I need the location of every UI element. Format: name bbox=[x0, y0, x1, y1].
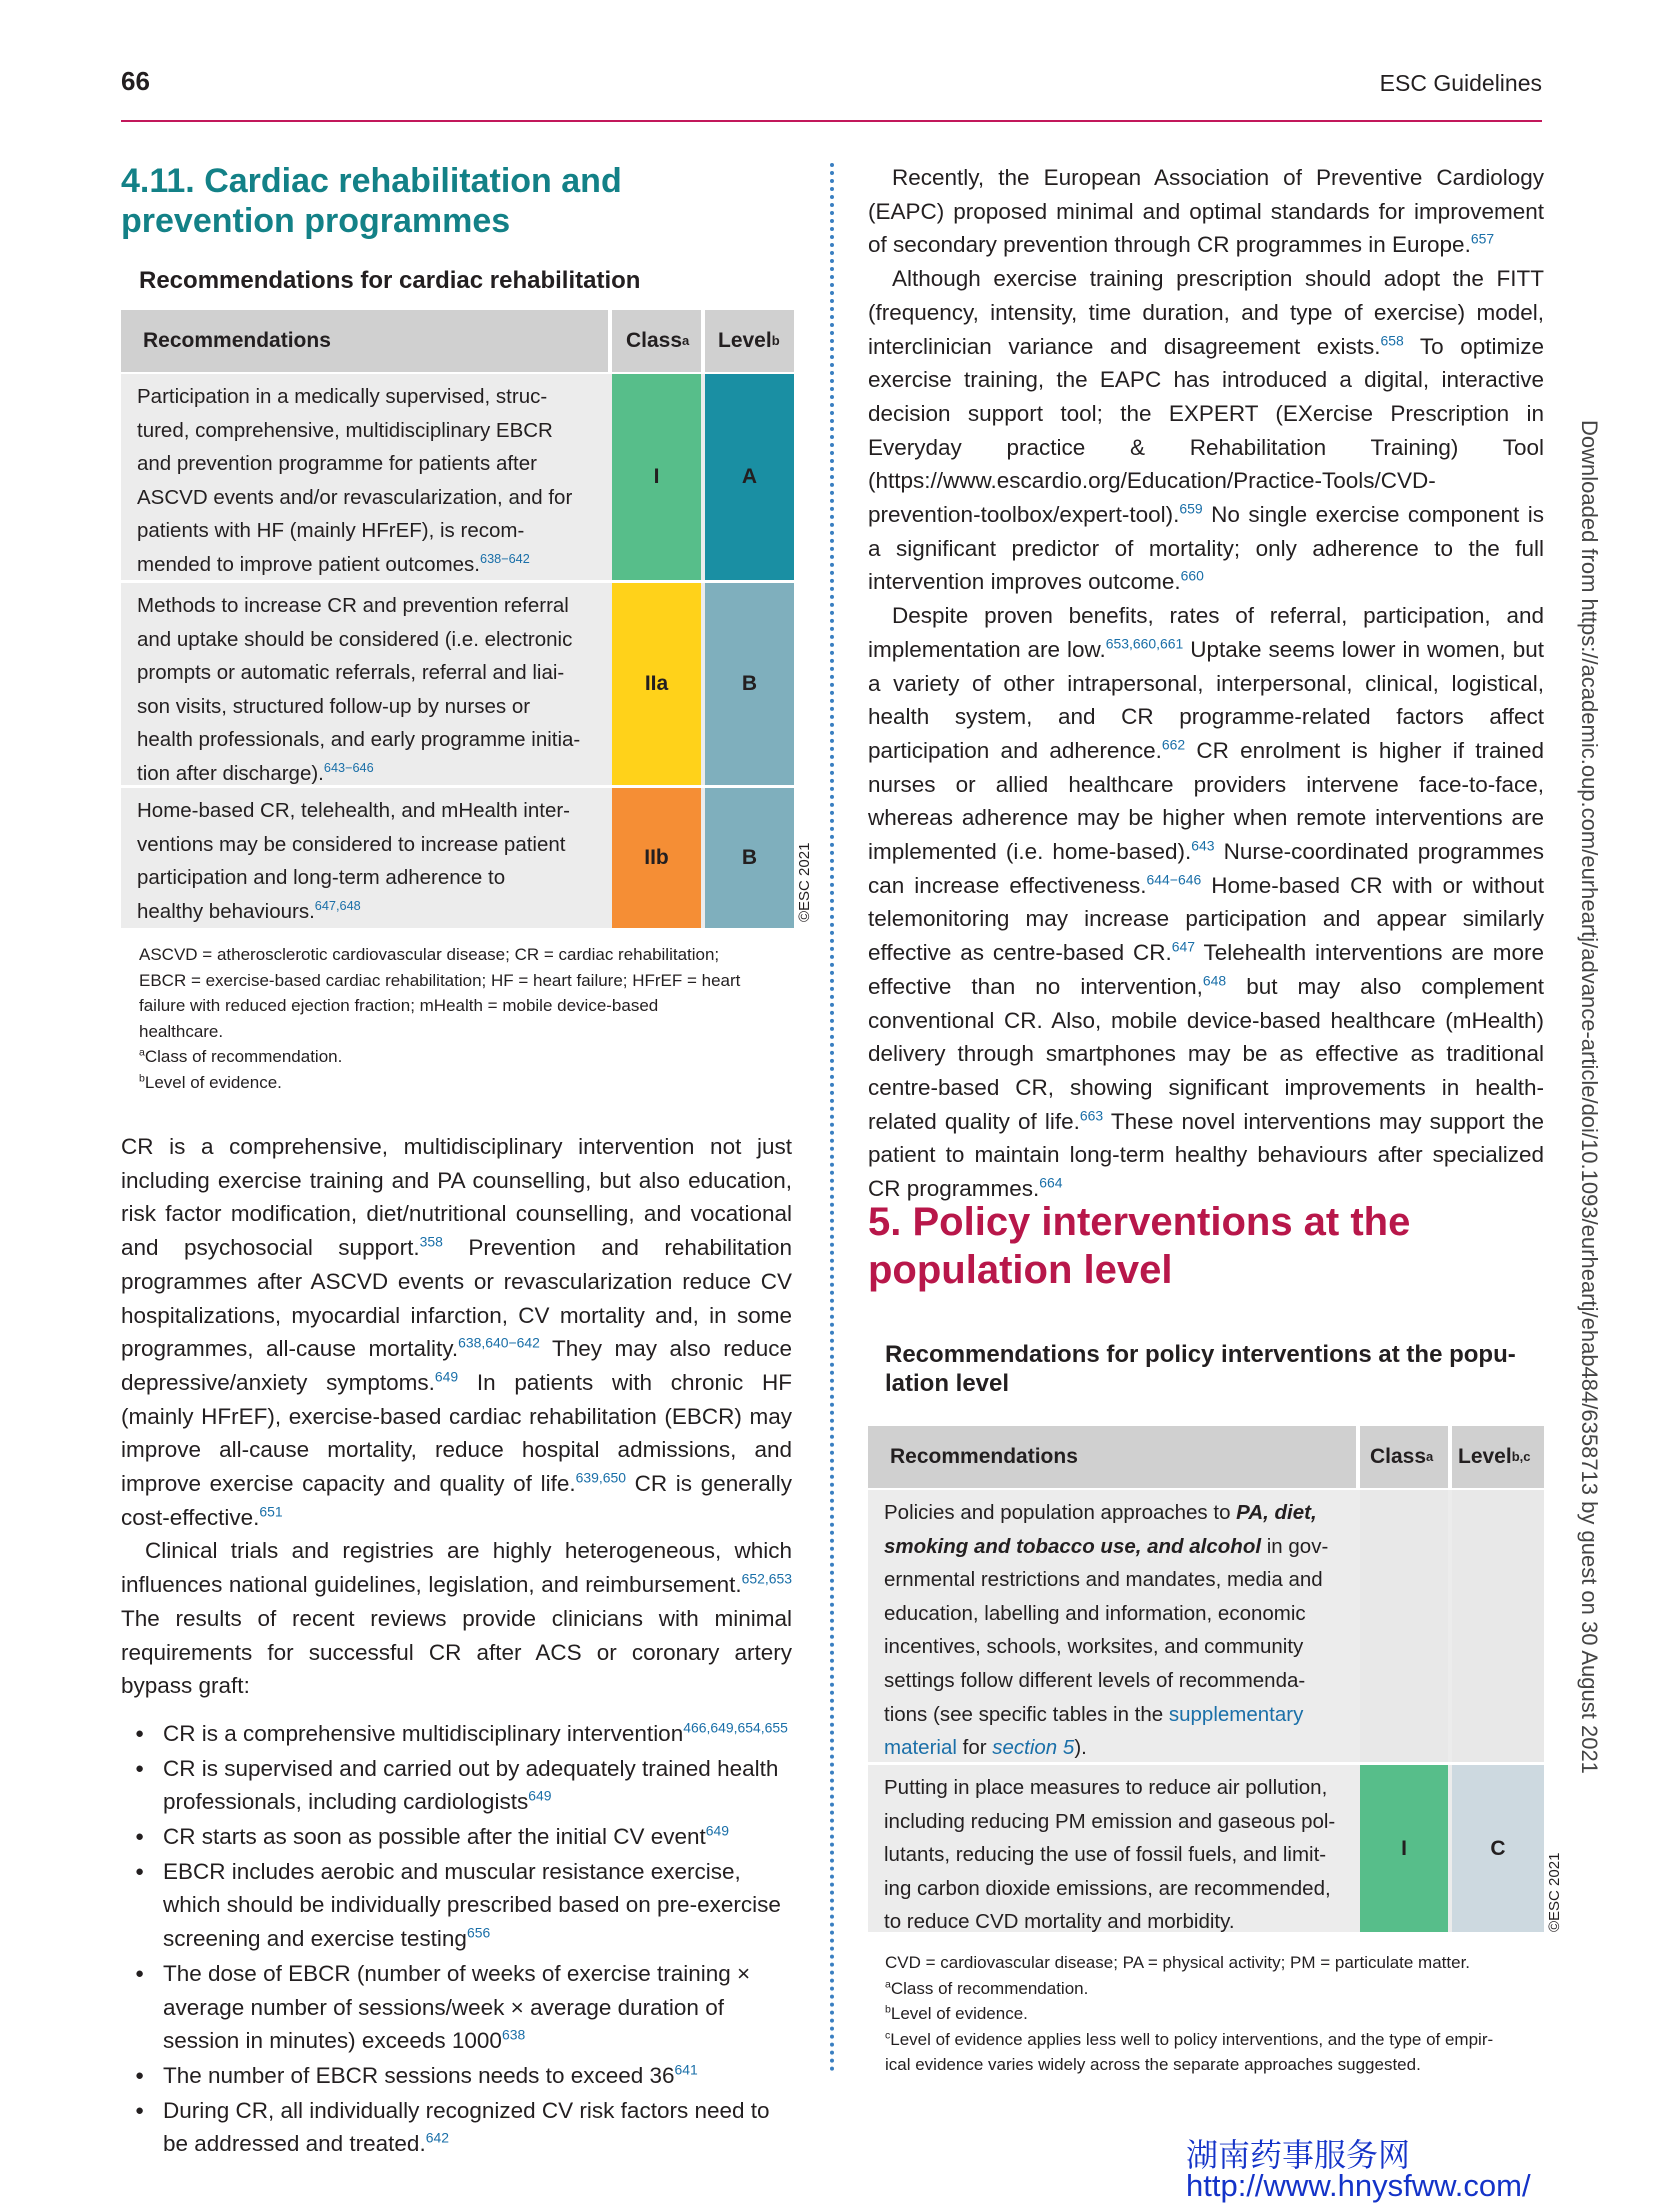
header-class: Class a bbox=[1370, 1445, 1434, 1468]
header-rule bbox=[121, 120, 1542, 122]
footnote-c: $^c$Level of evidence applies less well to policy interventions, and the type of empir- bbox=[885, 2028, 1494, 2049]
citation: 638−642 bbox=[480, 551, 530, 567]
row-text: Participation in a medically supervised, struc- tured, comprehensive, multidisciplinary EBCR and prevention programme for patients after ASCVD events and/or revascularization, and for patients with HF (mainly HFrEF), is recom- mended to improve patient outcomes.$^{638-642}$ bbox=[137, 385, 573, 576]
header-level: Level b bbox=[718, 329, 780, 352]
class-cell-empty bbox=[1360, 1490, 1448, 1762]
paragraph: Recently, the European Association of Preventive Cardiology (EAPC) proposed minimal and optimal standards for improvement of secondary prevention through CR programmes in Europe.$^{657}$ bbox=[868, 165, 1544, 258]
footnote-b: $^b$Level of evidence. bbox=[885, 2003, 1028, 2023]
list-item: ● EBCR includes aerobic and muscular resistance exercise, which should be individually prescribed based on pre-exercise screening and exercise testing$^{656}$ bbox=[121, 1855, 792, 1956]
download-note: Downloaded from https://academic.oup.com/eurheartj/advance-article/doi/10.1093/eurheartj/ehab484/6358713 by guest on 30 August 2021 bbox=[1577, 420, 1602, 1774]
footnote-b: $^b$Level of evidence. bbox=[139, 1071, 282, 1092]
policy-recommendations-table bbox=[868, 1426, 1544, 1932]
table-row bbox=[868, 1765, 1544, 1932]
list-item: ● CR starts as soon as possible after the initial CV event$^{649}$ bbox=[121, 1820, 792, 1854]
heading-line: prevention programmes bbox=[121, 202, 511, 240]
table-row bbox=[121, 374, 794, 580]
table-header bbox=[121, 310, 794, 372]
heading-line: population level bbox=[868, 1248, 1173, 1292]
policy-table-title: Recommendations for policy interventions at the popu- lation level bbox=[885, 1341, 1516, 1397]
list-item: ● CR is supervised and carried out by adequately trained health professionals, including cardiologists$^{649}$ bbox=[121, 1752, 792, 1819]
requirements-list bbox=[121, 1717, 792, 2161]
header-level: Level b,c bbox=[1458, 1445, 1531, 1468]
page-number: 66 bbox=[121, 66, 150, 96]
header-recommendations: Recommendations bbox=[143, 329, 331, 352]
class-cell-IIb: IIb bbox=[612, 788, 701, 928]
section-5-heading bbox=[868, 1198, 1410, 1294]
list-item: ● CR is a comprehensive multidisciplinary intervention$^{466,649,654,655}$ bbox=[121, 1717, 792, 1751]
list-item: ● The dose of EBCR (number of weeks of exercise training × average number of sessions/week × average duration of session in minutes) exceeds 1000$^{638}$ bbox=[121, 1957, 792, 2058]
policy-table-footnotes: CVD = cardiovascular disease; PA = physical activity; PM = particulate matter. $^a$Class of recommendation. $^b$Level of evidence. $^c$Level of evidence applies less well to policy interventions, and the type of empir- ical evidence varies widely across the separate approaches suggested. bbox=[885, 1950, 1535, 2078]
header-class: Class a bbox=[626, 329, 690, 352]
cr-table-footnotes: ASCVD = atherosclerotic cardiovascular disease; CR = cardiac rehabilitation; EBCR = exercise-based cardiac rehabilitation; HF = heart failure; HFrEF = heart failure with reduced ejection fraction; mHealth = mobile device-based healthcare. $^a$Class of recommendation. $^b$Level of evidence. bbox=[139, 942, 779, 1095]
heading-line: 4.11. Cardiac rehabilitation and bbox=[121, 162, 622, 200]
left-column-body bbox=[121, 1130, 792, 2162]
column-divider bbox=[830, 163, 834, 2073]
row-text: Methods to increase CR and prevention referral and uptake should be considered (i.e. electronic prompts or automatic referrals, referral and liai- son visits, structured follow-up by nurses or health professionals, and early programme initia- tion after discharge).$^{643-646}$ bbox=[137, 594, 581, 785]
level-cell-B: B bbox=[705, 788, 794, 928]
row-text: Putting in place measures to reduce air pollution, including reducing PM emission and gaseous pol- lutants, reducing the use of fossil fuels, and limit- ing carbon dioxide emissions, are recommended, to reduce CVD mortality and morbidity. bbox=[884, 1776, 1336, 1934]
esc-copyright-mark: ©ESC 2021 bbox=[1546, 1852, 1563, 1932]
watermark-chinese: 湖南药事服务网 bbox=[1186, 2136, 1411, 2174]
footnote-a: $^a$Class of recommendation. bbox=[885, 1977, 1089, 1998]
cr-recommendations-table bbox=[121, 310, 794, 928]
class-cell-I: I bbox=[1360, 1765, 1448, 1932]
class-cell-IIa: IIa bbox=[612, 583, 701, 785]
level-cell-empty bbox=[1452, 1490, 1544, 1762]
header-recommendations: Recommendations bbox=[890, 1445, 1078, 1468]
class-cell-I: I bbox=[612, 374, 701, 580]
paragraph: Although exercise training prescription should adopt the FITT (frequency, intensity, time duration, and type of exercise) model, interclinician variance and disagreement exists.$^{658}$ To optimize exercise training, the EAPC has introduced a digital, interactive decision support tool; the EXPERT (EXercise Prescription in Everyday practice & Rehabilitation Training) Tool (https://www.escardio.org/Education/Practice-Tools/CVD-prevention-toolbox/expert-tool).$^{659}$ No single exercise component is a significant predictor of mortality; only adherence to the full intervention improves outcome.$^{660}$ bbox=[868, 266, 1544, 595]
level-cell-B: B bbox=[705, 583, 794, 785]
paragraph: CR is a comprehensive, multidisciplinary intervention not just including exercise training and PA counselling, but also education, risk factor modification, diet/nutritional counselling, and vocational and psychosocial support.$^{358}$ Prevention and rehabilitation programmes after ASCVD events or revascularization reduce CV hospitalizations, myocardial infarction, CV mortality and, in some programmes, all-cause mortality.$^{638,640-642}$ They may also reduce depressive/anxiety symptoms.$^{649}$ In patients with chronic HF (mainly HFrEF), exercise-based cardiac rehabilitation (EBCR) may improve all-cause mortality, reduce hospital admissions, and improve exercise capacity and quality of life.$^{639,650}$ CR is generally cost-effective.$^{651}$ bbox=[121, 1134, 793, 1530]
right-column-body bbox=[868, 161, 1544, 1206]
table-header bbox=[868, 1426, 1544, 1488]
row-text: Policies and population approaches to PA, diet, smoking and tobacco use, and alcohol in gov- ernmental restrictions and mandates, media and education, labelling and information, economic incentives, schools, worksites, and community settings follow different levels of recommenda- tions (see specific tables in the supplementary material for section 5). bbox=[884, 1501, 1329, 1760]
level-cell-A: A bbox=[705, 374, 794, 580]
watermark-url[interactable]: http://www.hnysfww.com/ bbox=[1186, 2168, 1531, 2203]
footnote-a: $^a$Class of recommendation. bbox=[139, 1046, 343, 1066]
table-row bbox=[121, 788, 794, 928]
citation: 643−646 bbox=[323, 760, 374, 776]
table-row bbox=[868, 1490, 1544, 1762]
row-text: Home-based CR, telehealth, and mHealth inter- ventions may be considered to increase patient participation and long-term adherence to healthy behaviours.$^{647,648}$ bbox=[137, 799, 570, 923]
paragraph: Despite proven benefits, rates of referral, participation, and implementation are low.$^{653,660,661}$ Uptake seems lower in women, but a variety of other intrapersonal, interpersonal, clinical, logistical, health system, and CR programme-related factors affect participation and adherence.$^{662}$ CR enrolment is higher if trained nurses or allied healthcare providers intervene face-to-face, whereas adherence may be higher when remote interventions are implemented (i.e. home-based).$^{643}$ Nurse-coordinated programmes can increase effectiveness.$^{644-646}$ Home-based CR with or without telemonitoring may increase participation and appear similarly effective as centre-based CR.$^{647}$ Telehealth interventions are more effective than no intervention,$^{648}$ but may also complement conventional CR. Also, mobile device-based healthcare (mHealth) delivery through smartphones may be as effective as traditional centre-based CR, showing significant improvements in health-related quality of life.$^{663}$ These novel interventions may support the patient to maintain long-term healthy behaviours after specialized CR programmes.$^{664}$ bbox=[868, 603, 1544, 1202]
esc-copyright-mark: ©ESC 2021 bbox=[796, 842, 813, 922]
section-5-link[interactable]: section 5 bbox=[992, 1736, 1075, 1760]
paragraph: Clinical trials and registries are highly heterogeneous, which influences national guidelines, legislation, and reimbursement.$^{652,653}$ The results of recent reviews provide clinicians with minimal requirements for successful CR after ACS or coronary artery bypass graft: bbox=[121, 1538, 792, 1699]
material-link[interactable]: material bbox=[884, 1736, 957, 1760]
heading-line: 5. Policy interventions at the bbox=[868, 1200, 1411, 1244]
cr-table-title: Recommendations for cardiac rehabilitation bbox=[139, 267, 641, 294]
section-4-11-heading bbox=[121, 161, 622, 241]
list-item: ● During CR, all individually recognized CV risk factors need to be addressed and treated.$^{642}$ bbox=[121, 2094, 792, 2161]
citation: 647,648 bbox=[314, 897, 361, 913]
table-row bbox=[121, 583, 794, 785]
running-head: ESC Guidelines bbox=[1379, 70, 1542, 96]
level-cell-C: C bbox=[1452, 1765, 1544, 1932]
supplementary-link[interactable]: supplementary bbox=[1168, 1702, 1304, 1726]
list-item: ● The number of EBCR sessions needs to exceed 36$^{641}$ bbox=[121, 2059, 792, 2093]
